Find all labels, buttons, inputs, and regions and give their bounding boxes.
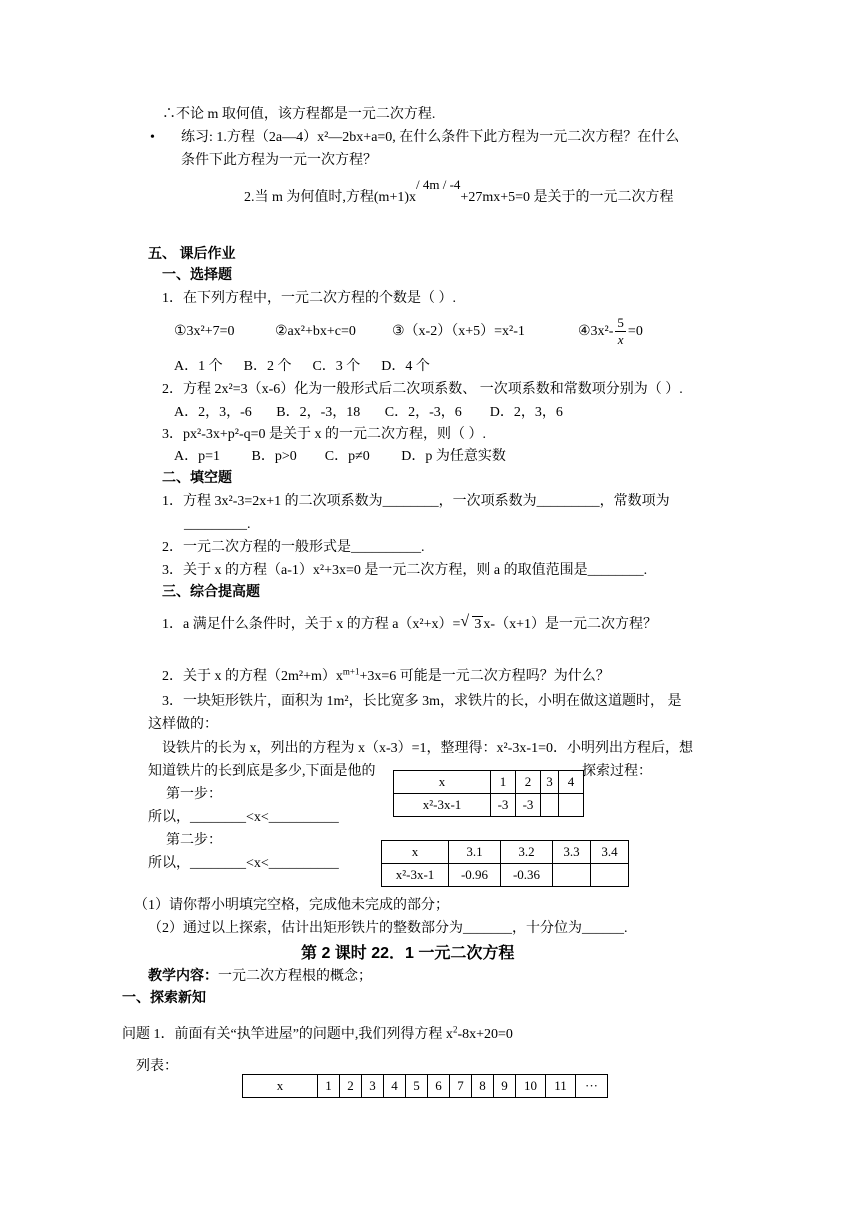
exercise-2-rest: +27mx+5=0 是关于的一元二次方程 [460, 190, 674, 205]
section-choice: 一、选择题 [162, 268, 232, 283]
fraction-denominator: x [617, 332, 624, 348]
exercise-1-line-a: 练习: 1.方程（2a—4）x²—2bx+a=0, 在什么条件下此方程为一元二次方程？在什么 [181, 130, 680, 145]
comp-q2-post: +3x=6 可能是一元二次方程吗？为什么？ [359, 669, 610, 684]
table-cell [541, 794, 559, 817]
fill-q1: 1．方程 3x²-3=2x+1 的二次项系数为________，一次项系数为_________，常数项为 [162, 494, 670, 509]
comp-q1-post: x-（x+1）是一元二次方程？ [483, 617, 657, 632]
teaching-content-label: 教学内容： [148, 969, 218, 984]
exercise-2-exponent: / 4m / -4 [416, 177, 461, 192]
part-2: （2）通过以上探索，估计出矩形铁片的整数部分为_______，十分位为______. [148, 921, 628, 936]
table-cell: 3.1 [449, 841, 501, 864]
table-cell: 3.3 [553, 841, 591, 864]
table-cell: 10 [516, 1075, 546, 1098]
table-row [394, 794, 584, 817]
comp-q3-d: 知道铁片的长到底是多少,下面是他的 [148, 764, 376, 779]
comp-q3-d-tail: 探索过程： [582, 764, 652, 779]
comp-q1 [162, 613, 657, 634]
table-cell: 1 [491, 771, 516, 794]
table-cell: 3.2 [501, 841, 553, 864]
comp-q3-c: 设铁片的长为 x，列出的方程为 x（x-3）=1，整理得：x²-3x-1=0．小明列出方程后，想 [162, 741, 693, 756]
table-cell: 5 [406, 1075, 428, 1098]
fill-q1-tail: _________. [184, 517, 251, 532]
q1-option-4-post: =0 [627, 324, 643, 339]
table-cell: -3 [516, 794, 541, 817]
comp-q1-pre: 1．a 满足什么条件时，关于 x 的方程 a（x²+x）= [162, 617, 461, 632]
table-cell [553, 864, 591, 887]
problem-1-exponent: 2 [452, 1024, 458, 1035]
exercise-1-line-b: 条件下此方程为一元一次方程？ [181, 153, 377, 168]
q1-option-3: ③（x-2）（x+5）=x²-1 [392, 324, 525, 339]
section-fill: 二、填空题 [162, 471, 232, 486]
lesson-2-title: 第 2 课时 22．1 一元二次方程 [301, 945, 515, 962]
problem-1-rest: -8x+20=0 [457, 1027, 513, 1042]
q1-answers: A．1 个 B．2 个 C．3 个 D．4 个 [174, 359, 430, 374]
table-cell: 3 [541, 771, 559, 794]
table-cell: x [394, 771, 491, 794]
sqrt-symbol [460, 613, 483, 634]
comp-q3-a: 3．一块矩形铁片，面积为 1m²，长比宽多 3m，求铁片的长，小明在做这道题时， 是 [162, 694, 682, 709]
choice-q1: 1．在下列方程中，一元二次方程的个数是（ ）. [162, 291, 456, 306]
problem-1 [122, 1026, 513, 1044]
q1-option-4 [578, 310, 643, 354]
table-cell: x²-3x-1 [382, 864, 449, 887]
choice-q2: 2．方程 2x²=3（x-6）化为一般形式后二次项系数、 一次项系数和常数项分别为（ ）. [162, 382, 683, 397]
table-cell: 3 [362, 1075, 384, 1098]
table-cell [591, 864, 629, 887]
table-row [382, 841, 629, 864]
problem-1-text: 问题 1．前面有关“执竿进屋”的问题中,我们列得方程 x [122, 1027, 453, 1042]
table-cell: 8 [472, 1075, 494, 1098]
sqrt-radicand: 3 [474, 617, 482, 632]
table-cell: 1 [318, 1075, 340, 1098]
q1-option-4-pre: ④3x²- [578, 324, 614, 339]
table-cell: 11 [546, 1075, 576, 1098]
q3-answers: A．p=1 B．p>0 C．p≠0 D．p 为任意实数 [174, 449, 506, 464]
table-cell: -0.36 [501, 864, 553, 887]
fraction [615, 315, 626, 348]
q1-option-1: ①3x²+7=0 [174, 324, 235, 339]
explore-table-1 [393, 770, 584, 817]
table-cell: x [382, 841, 449, 864]
table-cell: 4 [559, 771, 584, 794]
table-cell: 4 [384, 1075, 406, 1098]
section-comprehensive: 三、综合提高题 [162, 585, 260, 600]
table-cell: 7 [450, 1075, 472, 1098]
homework-heading: 五、 课后作业 [148, 247, 236, 262]
fill-q3: 3．关于 x 的方程（a-1）x²+3x=0 是一元二次方程，则 a 的取值范围是________. [162, 563, 648, 578]
section-explore: 一、探索新知 [122, 991, 206, 1006]
table-cell: x²-3x-1 [394, 794, 491, 817]
table-cell: 3.4 [591, 841, 629, 864]
fraction-numerator: 5 [617, 315, 624, 331]
comp-q2-pre: 2．关于 x 的方程（2m²+m）x [162, 669, 343, 684]
table-cell: -0.96 [449, 864, 501, 887]
exercise-2-text: 2.当 m 为何值时,方程(m+1)x [244, 190, 416, 205]
step-1-result: 所以，________<x<__________ [148, 810, 339, 825]
table-cell: 6 [428, 1075, 450, 1098]
part-1: （1）请你帮小明填完空格，完成他未完成的部分； [134, 898, 449, 913]
table-cell: ··· [576, 1075, 608, 1098]
bullet-icon: • [150, 130, 155, 145]
step-1-label: 第一步： [166, 787, 222, 802]
table-cell: 2 [340, 1075, 362, 1098]
explore-table-2 [381, 840, 629, 887]
table-row [382, 864, 629, 887]
list-label: 列表： [136, 1059, 178, 1074]
table-row [243, 1075, 608, 1098]
table-cell: -3 [491, 794, 516, 817]
fill-q2: 2．一元二次方程的一般形式是__________. [162, 540, 425, 555]
step-2-result: 所以，________<x<__________ [148, 856, 339, 871]
teaching-content [148, 968, 372, 986]
q2-answers: A．2，3，-6 B．2，-3，18 C．2，-3，6 D．2，3，6 [174, 405, 563, 420]
comp-q3-b: 这样做的： [148, 717, 218, 732]
comp-q2 [162, 668, 610, 686]
table-cell: x [243, 1075, 318, 1098]
teaching-content-text: 一元二次方程根的概念； [218, 969, 372, 984]
conclusion-line: ∴不论 m 取何值，该方程都是一元二次方程. [162, 107, 436, 122]
exercise-2 [244, 177, 674, 207]
comp-q2-exponent: m+1 [342, 666, 360, 677]
list-table [242, 1074, 608, 1098]
choice-q3: 3．px²-3x+p²-q=0 是关于 x 的一元二次方程，则（ ）. [162, 427, 487, 442]
step-2-label: 第二步： [166, 833, 222, 848]
table-cell: 9 [494, 1075, 516, 1098]
table-cell [559, 794, 584, 817]
radical-sign: √ [460, 613, 470, 630]
table-row [394, 771, 584, 794]
table-cell: 2 [516, 771, 541, 794]
q1-option-2: ②ax²+bx+c=0 [275, 324, 356, 339]
